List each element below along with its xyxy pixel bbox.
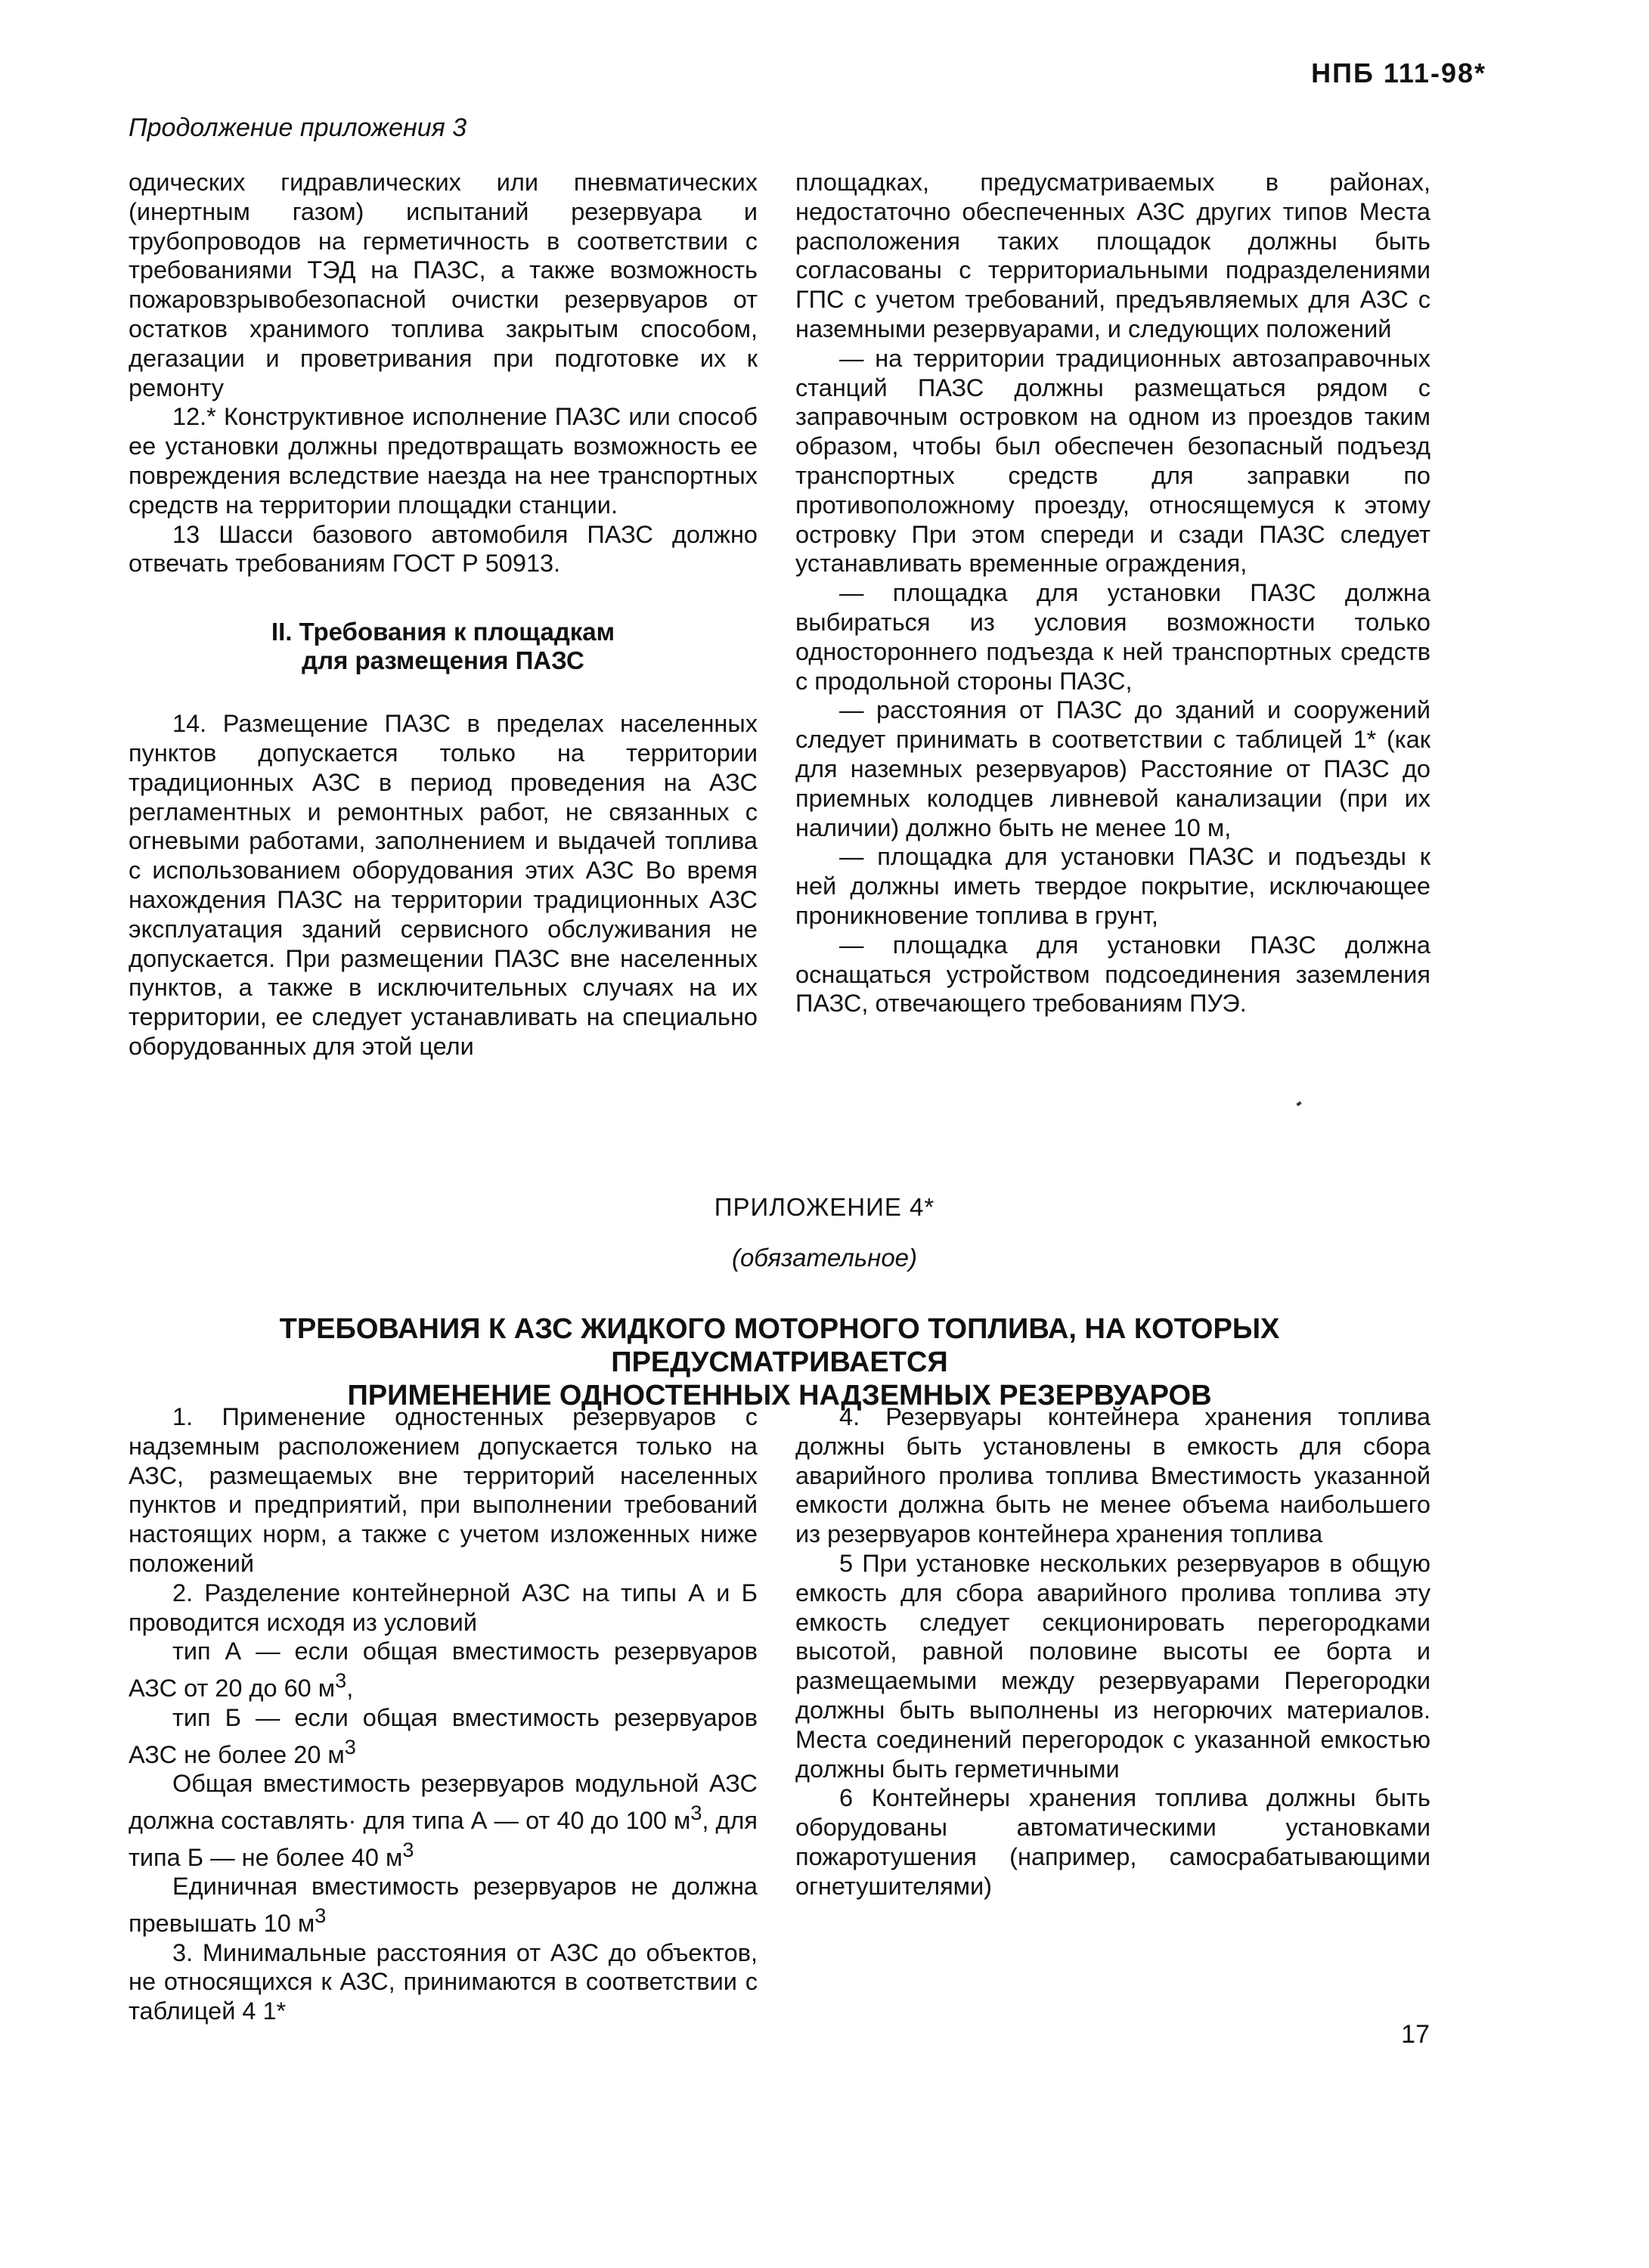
appendix-title-line: ПРИМЕНЕНИЕ ОДНОСТЕННЫХ НАДЗЕМНЫХ РЕЗЕРВУАРОВ <box>347 1380 1212 1411</box>
superscript: 3 <box>335 1668 347 1693</box>
section-heading-line: II. Требования к площадкам <box>271 618 615 646</box>
appendix-note: (обязательное) <box>731 1244 918 1272</box>
section-heading <box>129 618 758 675</box>
paragraph-text: Общая вместимость резервуаров модульной АЗС должна составлять· для типа А — от 40 до 100 м <box>129 1770 758 1834</box>
paragraph: 3. Минимальные расстояния от АЗС до объектов, не относящихся к АЗС, принимаются в соответствии с таблицей 4 1* <box>129 1938 758 2025</box>
paragraph: одических гидравлических или пневматических (инертным газом) испытаний резервуара и трубопроводов на герметичность в соответствии с требованиями ТЭД на ПАЗС, а также возможность пожаровзрывобезопасной очистки резервуаров от остатков хранимого топлива закрытым способом, дегазации и проветривания при подготовке их к ремонту <box>129 169 758 401</box>
top-left-column <box>129 168 758 1061</box>
appendix-label: ПРИЛОЖЕНИЕ 4* <box>714 1193 935 1221</box>
paragraph-text: , для типа Б — не более 40 м <box>129 1806 758 1871</box>
paragraph-text: тип А — если общая вместимость резервуаров АЗС от 20 до 60 м <box>129 1637 758 1702</box>
paragraph: 5 При установке нескольких резервуаров в общую емкость для сбора аварийного пролива топлива эту емкость следует секционировать перегородками высотой, равной половине высоты ее борта и размещаемыми между резервуарами Перегородки должны быть выполнены из негорючих материалов. Места соединений перегородок с указанной емкостью должны быть герметичными <box>795 1549 1430 1783</box>
paragraph: 14. Размещение ПАЗС в пределах населенных пунктов допускается только на территории традиционных АЗС в период проведения на АЗС регламентных и ремонтных работ, не связанных с огневыми работами, заполнением и выдачей топлива с использованием оборудования этих АЗС Во время нахождения ПАЗС на территории традиционных АЗС эксплуатация зданий сервисного обслуживания не допускается. При размещении ПАЗС вне населенных пунктов, а также в исключительных случаях на их территории, ее следует устанавливать на специально оборудованных для этой цели <box>129 710 758 1060</box>
paragraph: 13 Шасси базового автомобиля ПАЗС должно отвечать требованиям ГОСТ Р 50913. <box>129 520 758 578</box>
paragraph <box>129 1637 758 1703</box>
list-item: — площадка для установки ПАЗС и подъезды к ней должны иметь твердое покрытие, исключающее проникновение топлива в грунт, <box>795 843 1430 929</box>
paragraph-text: , <box>346 1675 354 1702</box>
paragraph <box>129 1769 758 1872</box>
superscript: 3 <box>315 1904 327 1928</box>
paragraph <box>129 1703 758 1769</box>
superscript: 3 <box>402 1837 414 1861</box>
page-number: 17 <box>1401 2020 1430 2049</box>
paragraph-text: Единичная вместимость резервуаров не должна превышать 10 м <box>129 1873 758 1937</box>
paragraph: 1. Применение одностенных резервуаров с надземным расположением допускается только на АЗС, размещаемых вне территорий населенных пунктов и предприятий, при выполнении требований настоящих норм, а также с учетом изложенных ниже положений <box>129 1403 758 1577</box>
appendix-title-line: ТРЕБОВАНИЯ К АЗС ЖИДКОГО МОТОРНОГО ТОПЛИВА, НА КОТОРЫХ ПРЕДУСМАТРИВАЕТСЯ <box>279 1313 1280 1378</box>
paragraph-text: тип Б — если общая вместимость резервуаров АЗС не более 20 м <box>129 1703 758 1768</box>
top-right-column <box>795 168 1430 1018</box>
list-item: — расстояния от ПАЗС до зданий и сооружений следует принимать в соответствии с таблицей 1* (как для наземных резервуаров) Расстояние от ПАЗС до приемных колодцев ливневой канализации (при их наличии) должно быть не менее 10 м, <box>795 696 1430 841</box>
appendix-title <box>129 1312 1430 1412</box>
superscript: 3 <box>690 1801 702 1825</box>
superscript: 3 <box>344 1734 356 1758</box>
paragraph: 12.* Конструктивное исполнение ПАЗС или способ ее установки должны предотвращать возможность ее повреждения вследствие наезда на нее транспортных средств на территории площадки станции. <box>129 403 758 519</box>
bottom-right-column <box>795 1402 1430 1901</box>
paragraph: 6 Контейнеры хранения топлива должны быть оборудованы автоматическими установками пожаротушения (например, самосрабатывающими огнетушителями) <box>795 1784 1430 1900</box>
paragraph: 2. Разделение контейнерной АЗС на типы А и Б проводится исходя из условий <box>129 1579 758 1636</box>
paragraph <box>129 1872 758 1938</box>
bottom-left-column <box>129 1402 758 2026</box>
paragraph: 4. Резервуары контейнера хранения топлива должны быть установлены в емкость для сбора аварийного пролива топлива Вместимость указанной емкости должна быть не менее объема наибольшего из резервуаров контейнера хранения топлива <box>795 1403 1430 1548</box>
paragraph: площадках, предусматриваемых в районах, недостаточно обеспеченных АЗС других типов Места расположения таких площадок должны быть согласованы с территориальными подразделениями ГПС с учетом требований, предъявляемых для АЗС с наземными резервуарами, и следующих положений <box>795 169 1430 342</box>
list-item: — площадка для установки ПАЗС должна оснащаться устройством подсоединения заземления ПАЗС, отвечающего требованиям ПУЭ. <box>795 931 1430 1018</box>
section-heading-line: для размещения ПАЗС <box>302 646 584 675</box>
list-item: — площадка для установки ПАЗС должна выбираться из условия возможности только одностороннего подъезда к ней транспортных средств с продольной стороны ПАЗС, <box>795 579 1430 695</box>
continuation-caption: Продолжение приложения 3 <box>129 113 467 142</box>
list-item: — на территории традиционных автозаправочных станций ПАЗС должны размещаться рядом с заправочным островком на одном из проездов таким образом, чтобы был обеспечен безопасный подъезд транспортных средств для заправки по противоположному проезду, относящемуся к этому островку При этом спереди и сзади ПАЗС следует устанавливать временные ограждения, <box>795 344 1430 578</box>
scan-speck <box>1296 1101 1301 1107</box>
document-code: НПБ 111-98* <box>1311 57 1486 88</box>
